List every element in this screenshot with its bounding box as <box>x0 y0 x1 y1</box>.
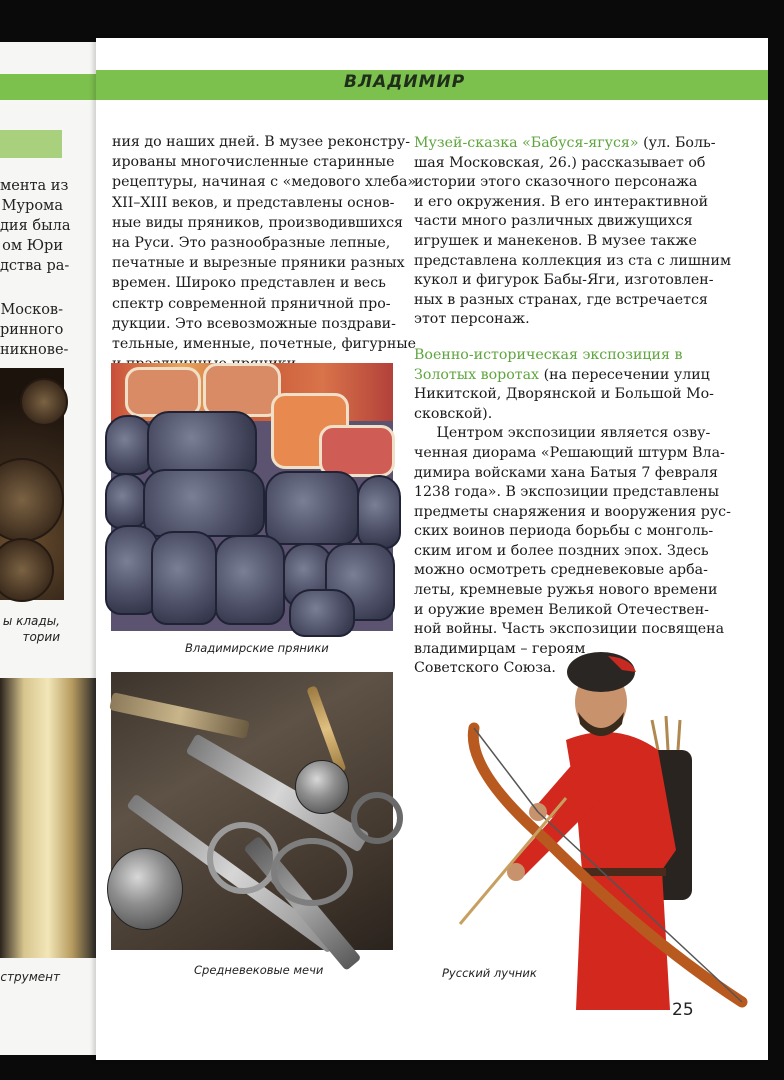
text-line: времен. Широко представлен и весь <box>112 275 386 292</box>
text-line <box>414 366 710 386</box>
text-line: тельные, именные, почетные, фигурные <box>112 336 417 353</box>
text-line: ским игом и более поздних эпох. Здесь <box>414 542 709 559</box>
text-fragment: (на пересечении улиц <box>539 366 710 383</box>
right-column-text <box>414 134 732 679</box>
arrow <box>460 798 566 924</box>
previous-page-line: ринного <box>0 322 64 338</box>
page-header-band <box>96 70 768 100</box>
previous-page-line: дия была <box>0 218 71 234</box>
previous-page-header-band <box>0 74 96 100</box>
previous-page-line: Мурома <box>1 198 63 214</box>
text-line: предметы снаряжения и вооружения рус- <box>414 503 731 520</box>
text-line: ной войны. Часть экспозиции посвящена <box>414 621 725 638</box>
previous-page-line: мента из <box>0 178 69 194</box>
text-line: спектр современной пряничной про- <box>112 295 391 312</box>
text-line: представлена коллекция из ста с лишним <box>414 252 732 269</box>
page-number: 25 <box>672 1000 694 1020</box>
text-line: сковской). <box>414 405 493 422</box>
page-title: ВЛАДИМИР <box>344 72 466 92</box>
previous-page-caption: ы клады, <box>2 614 60 628</box>
text-line: рецептуры, начиная с «медового хлеба» <box>112 174 417 191</box>
text-line: ченная диорама «Решающий штурм Вла- <box>414 444 725 461</box>
archer-caption: Русский лучник <box>442 966 537 980</box>
previous-page-subheader-band <box>0 130 62 158</box>
text-line: ированы многочисленные старинные <box>112 154 395 171</box>
text-line: XII–XIII веков, и представлены основ- <box>112 194 395 211</box>
text-fragment: (ул. Боль- <box>638 135 716 151</box>
swords-caption: Средневековые мечи <box>194 963 324 977</box>
text-line: и оружие времен Великой Отечествен- <box>414 601 709 618</box>
previous-page-edge <box>0 42 108 1055</box>
text-line: шая Московская, 26.) рассказывает об <box>414 154 706 171</box>
page-25 <box>96 38 768 1060</box>
museum-heading: Музей-сказка «Бабуся-ягуся» <box>414 135 639 151</box>
text-line: Никитской, Дворянской и Большой Мо- <box>414 386 714 403</box>
previous-page-line: ом Юри <box>2 238 63 254</box>
text-line: владимирцам – героям <box>414 640 586 657</box>
gingerbread-photo <box>111 363 393 631</box>
text-line: игрушек и манекенов. В музее также <box>414 232 697 249</box>
previous-page-line: Москов- <box>0 302 63 318</box>
text-line: можно осмотреть средневековые арба- <box>414 562 708 579</box>
previous-page-line: дства ра- <box>0 258 70 274</box>
text-line: этот персонаж. <box>414 311 530 328</box>
previous-page-workshop-photo <box>0 678 96 958</box>
text-line: ных в разных странах, где встречается <box>414 291 708 308</box>
text-line: леты, кремневые ружья нового времени <box>414 582 718 599</box>
left-column-text <box>112 132 417 374</box>
previous-page-caption: струмент <box>0 970 60 984</box>
text-line: ских воинов периода борьбы с монголь- <box>414 523 714 540</box>
text-line: части много различных движущихся <box>414 213 693 230</box>
museum-heading: Золотых воротах <box>414 366 540 383</box>
previous-page-line: никнове- <box>0 342 69 358</box>
text-line <box>414 134 716 154</box>
text-line: димира войсками хана Батыя 7 февраля <box>414 464 718 481</box>
museum-heading: Военно-историческая экспозиция в <box>414 346 683 363</box>
text-line: Центром экспозиции является озву- <box>414 425 711 442</box>
text-line: Советского Союза. <box>414 660 556 677</box>
gingerbread-caption: Владимирские пряники <box>185 641 329 655</box>
text-line: ния до наших дней. В музее реконстру- <box>112 134 411 150</box>
text-line: истории этого сказочного персонажа <box>414 174 698 191</box>
swords-photo <box>111 672 393 950</box>
text-line: печатные и вырезные пряники разных <box>112 255 405 272</box>
previous-page-caption: тории <box>22 630 60 644</box>
text-line: на Руси. Это разнообразные лепные, <box>112 235 391 252</box>
previous-page-treasure-photo <box>0 368 64 600</box>
text-line: и его окружения. В его интерактивной <box>414 193 709 210</box>
archer-photo <box>426 620 756 1020</box>
text-line: 1238 года». В экспозиции представлены <box>414 484 719 501</box>
text-line: ные виды пряников, производившихся <box>112 214 403 231</box>
text-line: кукол и фигурок Бабы-Яги, изготовлен- <box>414 272 714 289</box>
fur-hat <box>567 652 635 692</box>
text-line: дукции. Это всевозможные поздрави- <box>112 315 396 332</box>
